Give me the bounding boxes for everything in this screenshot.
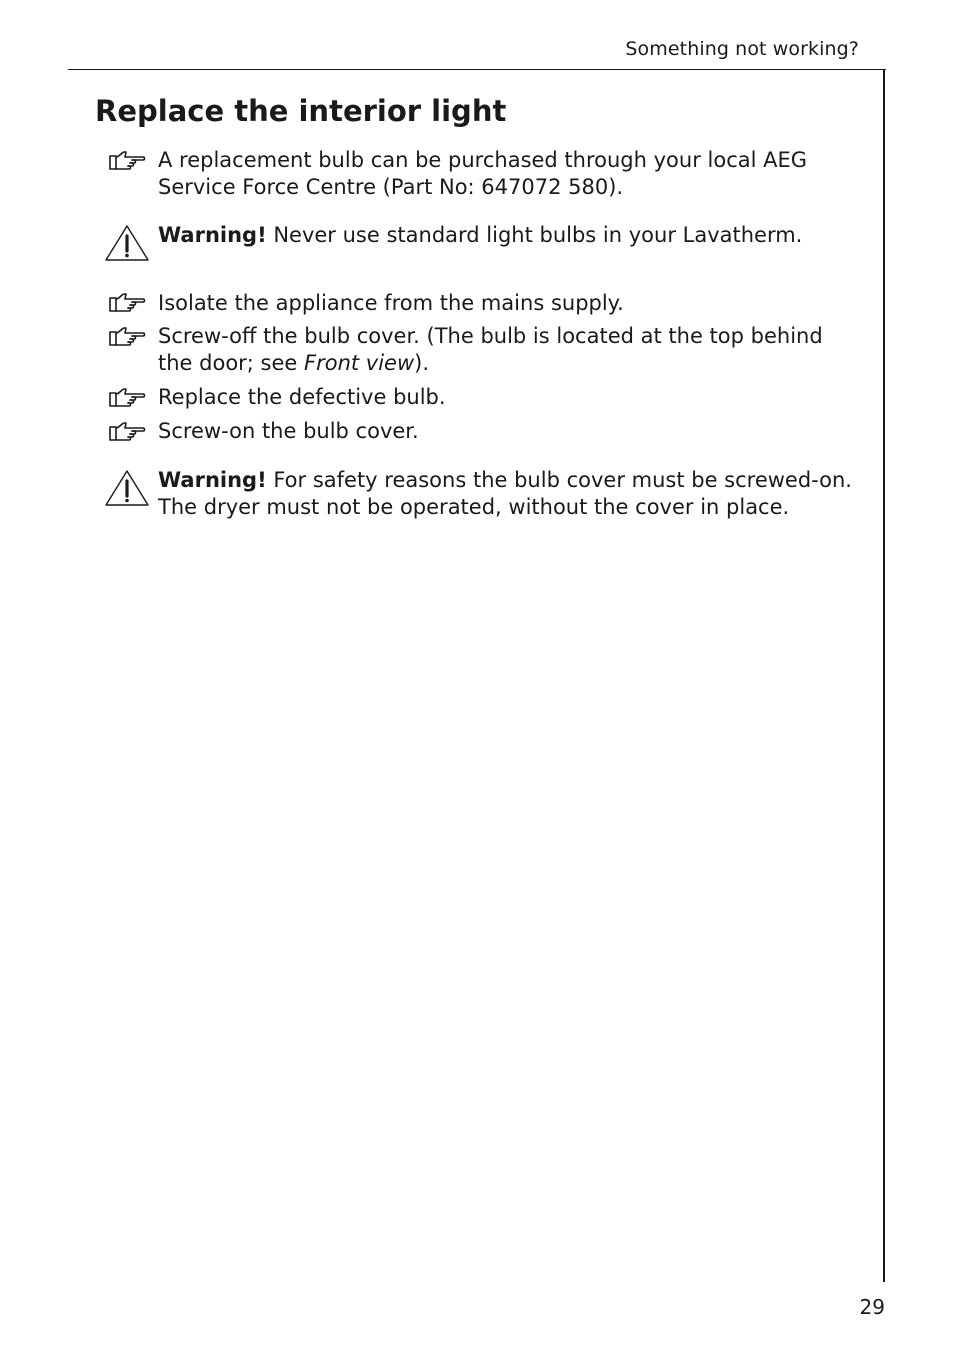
section-title: Replace the interior light [95,94,507,128]
warning-note-1 [158,222,858,249]
warning-note-2 [158,467,858,521]
warning-text: Never use standard light bulbs in your Lavatherm. [266,223,803,247]
warning-text: For safety reasons the bulb cover must be screwed-on. The dryer must not be operated, without the cover in place. [158,468,852,519]
pointing-hand-icon [108,421,146,443]
section-header-label: Something not working? [625,38,859,60]
front-view-reference: Front view [304,351,415,375]
warning-label: Warning! [158,468,267,492]
warning-triangle-icon [104,224,150,262]
page-number: 29 [859,1295,885,1319]
list-item-screw-on: Screw-on the bulb cover. [158,419,419,443]
list-item-replace-bulb: Replace the defective bulb. [158,385,446,409]
step-text-end: ). [414,351,430,375]
pointing-hand-icon [108,150,146,172]
pointing-hand-icon [108,326,146,348]
pointing-hand-icon [108,292,146,314]
pointing-hand-icon [108,387,146,409]
warning-label: Warning! [158,223,267,247]
step-text: Screw-off the bulb cover. (The bulb is located at the top behind the door; see [158,324,823,375]
side-margin-rule [883,69,885,1282]
list-item-replacement-bulb: A replacement bulb can be purchased through your local AEG Service Force Centre (Part No: 647072 580). [158,148,808,199]
warning-triangle-icon [104,469,150,507]
list-item-screw-off [158,323,858,377]
header-rule [68,69,886,70]
list-item-isolate: Isolate the appliance from the mains supply. [158,291,624,315]
